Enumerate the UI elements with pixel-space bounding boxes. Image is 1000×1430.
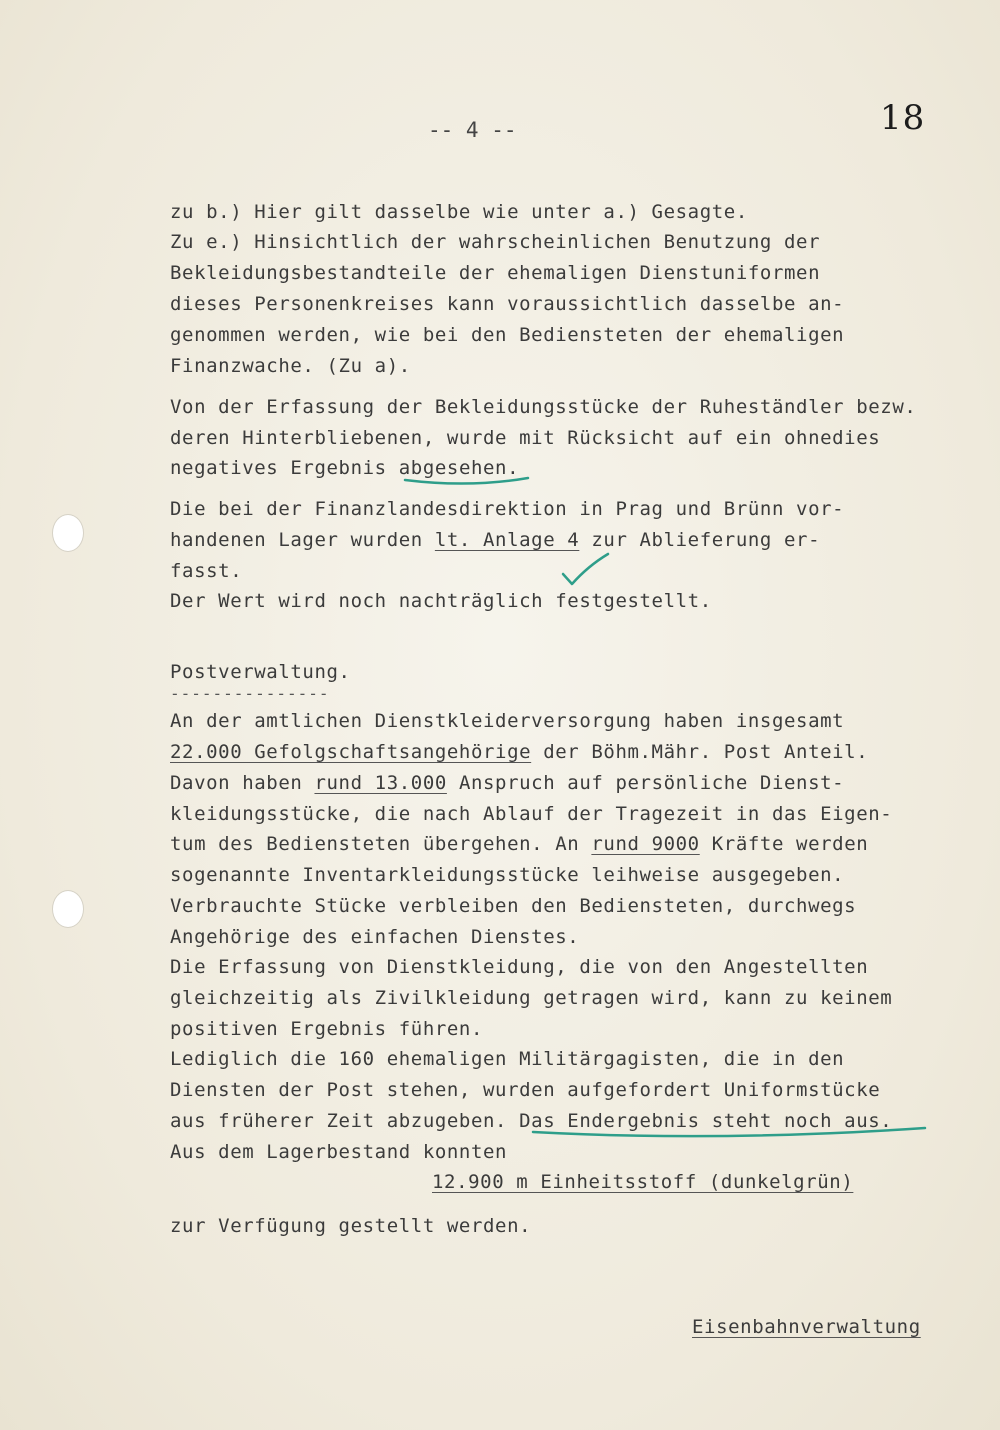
body-line: aus früherer Zeit abzugeben. Das Endergebnis steht noch aus. xyxy=(170,1110,893,1132)
body-line: Von der Erfassung der Bekleidungsstücke der Ruheständler bezw. xyxy=(170,396,917,418)
underlined-reference: lt. Anlage 4 xyxy=(434,529,580,551)
body-line: Die Erfassung von Dienstkleidung, die von den Angestellten xyxy=(170,956,869,978)
text-span: Davon haben xyxy=(170,772,315,794)
text-span: Kräfte werden xyxy=(699,833,869,855)
underlined-figure: rund 9000 xyxy=(591,833,700,855)
body-line: Finanzwache. (Zu a). xyxy=(170,355,411,377)
body-line: Zu e.) Hinsichtlich der wahrscheinlichen Benutzung der xyxy=(170,231,821,253)
annotation-underline xyxy=(533,1128,925,1136)
check-mark-icon xyxy=(563,554,608,584)
next-section-catchword: Eisenbahnverwaltung xyxy=(692,1316,921,1338)
underlined-figure: rund 13.000 xyxy=(314,772,447,794)
body-line: sogenannte Inventarkleidungsstücke leihweise ausgegeben. xyxy=(170,864,845,886)
text-span: zur Ablieferung er- xyxy=(579,529,821,551)
marked-text: abgesehen. xyxy=(398,457,520,479)
body-line: Der Wert wird noch nachträglich festgestellt. xyxy=(170,590,712,612)
annotation-underline xyxy=(405,478,528,484)
text-span: Anspruch auf persönliche Dienst- xyxy=(446,772,845,794)
text-span: handenen Lager wurden xyxy=(170,529,435,551)
body-line: Diensten der Post stehen, wurden aufgefordert Uniformstücke xyxy=(170,1079,881,1101)
body-line: gleichzeitig als Zivilkleidung getragen wird, kann zu keinem xyxy=(170,987,893,1009)
folio-number: 18 xyxy=(880,98,926,138)
body-line: Angehörige des einfachen Dienstes. xyxy=(170,926,580,948)
text-span: der Böhm.Mähr. Post Anteil. xyxy=(531,741,869,763)
body-line: Bekleidungsbestandteile der ehemaligen Dienstuniformen xyxy=(170,262,821,284)
body-line: Lediglich die 160 ehemaligen Militärgagisten, die in den xyxy=(170,1048,845,1070)
text-span: tum des Bediensteten übergehen. An xyxy=(170,833,592,855)
heading-rule: --------------- xyxy=(170,684,330,703)
body-line: An der amtlichen Dienstkleiderversorgung haben insgesamt xyxy=(170,710,845,732)
body-line: fasst. xyxy=(170,560,243,582)
section-heading: Postverwaltung. xyxy=(170,661,351,683)
body-line: zur Verfügung gestellt werden. xyxy=(170,1215,532,1237)
body-line: Die bei der Finanzlandesdirektion in Prag und Brünn vor- xyxy=(170,498,845,520)
stock-quantity: 12.900 m Einheitsstoff (dunkelgrün) xyxy=(432,1171,854,1193)
body-line: genommen werden, wie bei den Bediensteten der ehemaligen xyxy=(170,324,845,346)
body-line: Aus dem Lagerbestand konnten xyxy=(170,1141,508,1163)
body-line: zu b.) Hier gilt dasselbe wie unter a.) Gesagte. xyxy=(170,201,748,223)
body-line: kleidungsstücke, die nach Ablauf der Tragezeit in das Eigen- xyxy=(170,803,893,825)
body-line: dieses Personenkreises kann voraussichtlich dasselbe an- xyxy=(170,293,845,315)
body-line: positiven Ergebnis führen. xyxy=(170,1018,484,1040)
underlined-figure: 22.000 Gefolgschaftsangehörige xyxy=(170,741,532,763)
page-number: -- 4 -- xyxy=(428,118,517,142)
body-line: Verbrauchte Stücke verbleiben den Bediensteten, durchwegs xyxy=(170,895,857,917)
body-line: deren Hinterbliebenen, wurde mit Rücksicht auf ein ohnedies xyxy=(170,427,881,449)
text-span: negatives Ergebnis xyxy=(170,457,399,479)
